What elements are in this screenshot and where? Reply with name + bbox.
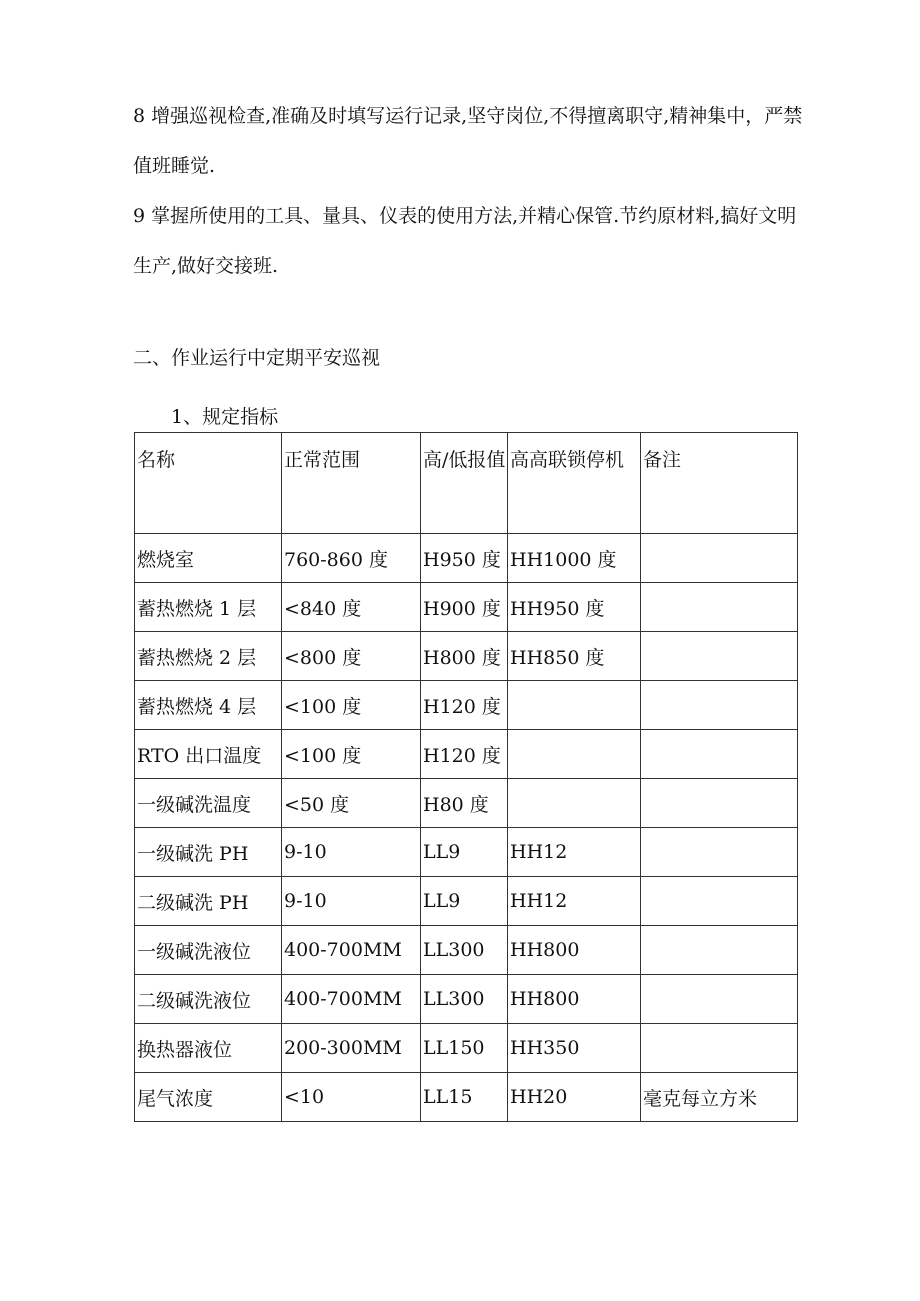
cell-remark xyxy=(641,632,798,681)
cell-normal-range: <100 度 xyxy=(282,730,421,779)
cell-normal-range: <840 度 xyxy=(282,583,421,632)
cell-interlock xyxy=(508,681,641,730)
table-row xyxy=(135,534,798,583)
cell-normal-range: <50 度 xyxy=(282,779,421,828)
cell-name: 一级碱洗 PH xyxy=(135,828,282,877)
cell-normal-range: 200-300MM xyxy=(282,1024,421,1073)
subsection-heading: 1、规定指标 xyxy=(171,406,279,428)
cell-remark xyxy=(641,975,798,1024)
table-row xyxy=(135,926,798,975)
cell-alarm: LL9 xyxy=(421,877,508,926)
cell-interlock: HH12 xyxy=(508,877,641,926)
cell-name: 一级碱洗液位 xyxy=(135,926,282,975)
cell-remark xyxy=(641,681,798,730)
table-row xyxy=(135,779,798,828)
cell-normal-range: 9-10 xyxy=(282,828,421,877)
cell-alarm: LL300 xyxy=(421,926,508,975)
cell-name: 二级碱洗 PH xyxy=(135,877,282,926)
header-high-high-interlock: 高高联锁停机 xyxy=(508,433,641,534)
cell-interlock: HH850 度 xyxy=(508,632,641,681)
cell-remark xyxy=(641,877,798,926)
cell-normal-range: 400-700MM xyxy=(282,975,421,1024)
header-remark: 备注 xyxy=(641,433,798,534)
cell-interlock: HH800 xyxy=(508,926,641,975)
cell-normal-range: 760-860 度 xyxy=(282,534,421,583)
cell-remark xyxy=(641,828,798,877)
table-row xyxy=(135,1024,798,1073)
cell-alarm: LL9 xyxy=(421,828,508,877)
table-row xyxy=(135,975,798,1024)
cell-remark xyxy=(641,779,798,828)
cell-interlock: HH12 xyxy=(508,828,641,877)
table-row xyxy=(135,877,798,926)
cell-interlock: HH800 xyxy=(508,975,641,1024)
cell-interlock: HH350 xyxy=(508,1024,641,1073)
cell-normal-range: 400-700MM xyxy=(282,926,421,975)
cell-alarm: H900 度 xyxy=(421,583,508,632)
cell-name: RTO 出口温度 xyxy=(135,730,282,779)
cell-name: 燃烧室 xyxy=(135,534,282,583)
table-row xyxy=(135,828,798,877)
cell-alarm: H120 度 xyxy=(421,730,508,779)
cell-alarm: LL150 xyxy=(421,1024,508,1073)
cell-alarm: LL15 xyxy=(421,1073,508,1122)
table-row xyxy=(135,632,798,681)
cell-alarm: H80 度 xyxy=(421,779,508,828)
section-heading: 二、作业运行中定期平安巡视 xyxy=(133,347,381,369)
table-header-row xyxy=(135,433,798,534)
table-row xyxy=(135,730,798,779)
paragraph-item-8: 8 增强巡视检查,准确及时填写运行记录,坚守岗位,不得擅离职守,精神集中，严禁值班睡觉. xyxy=(133,105,803,177)
cell-name: 换热器液位 xyxy=(135,1024,282,1073)
specification-table xyxy=(134,432,798,1122)
cell-remark: 毫克每立方米 xyxy=(641,1073,798,1122)
cell-normal-range: 9-10 xyxy=(282,877,421,926)
header-normal-range: 正常范围 xyxy=(282,433,421,534)
cell-alarm: LL300 xyxy=(421,975,508,1024)
cell-interlock: HH950 度 xyxy=(508,583,641,632)
cell-interlock: HH20 xyxy=(508,1073,641,1122)
cell-remark xyxy=(641,583,798,632)
cell-remark xyxy=(641,730,798,779)
cell-alarm: H950 度 xyxy=(421,534,508,583)
cell-name: 尾气浓度 xyxy=(135,1073,282,1122)
cell-interlock xyxy=(508,779,641,828)
cell-interlock: HH1000 度 xyxy=(508,534,641,583)
cell-name: 蓄热燃烧 4 层 xyxy=(135,681,282,730)
cell-name: 蓄热燃烧 2 层 xyxy=(135,632,282,681)
cell-normal-range: <10 xyxy=(282,1073,421,1122)
cell-normal-range: <800 度 xyxy=(282,632,421,681)
table-row xyxy=(135,583,798,632)
cell-normal-range: <100 度 xyxy=(282,681,421,730)
header-name: 名称 xyxy=(135,433,282,534)
cell-alarm: H120 度 xyxy=(421,681,508,730)
table-row xyxy=(135,1073,798,1122)
cell-name: 蓄热燃烧 1 层 xyxy=(135,583,282,632)
cell-remark xyxy=(641,926,798,975)
header-high-low-alarm: 高/低报值 xyxy=(421,433,508,534)
cell-remark xyxy=(641,534,798,583)
cell-name: 一级碱洗温度 xyxy=(135,779,282,828)
cell-interlock xyxy=(508,730,641,779)
paragraph-item-9: 9 掌握所使用的工具、量具、仪表的使用方法,并精心保管.节约原材料,搞好文明生产,做好交接班. xyxy=(133,205,797,277)
cell-name: 二级碱洗液位 xyxy=(135,975,282,1024)
cell-remark xyxy=(641,1024,798,1073)
cell-alarm: H800 度 xyxy=(421,632,508,681)
table-row xyxy=(135,681,798,730)
